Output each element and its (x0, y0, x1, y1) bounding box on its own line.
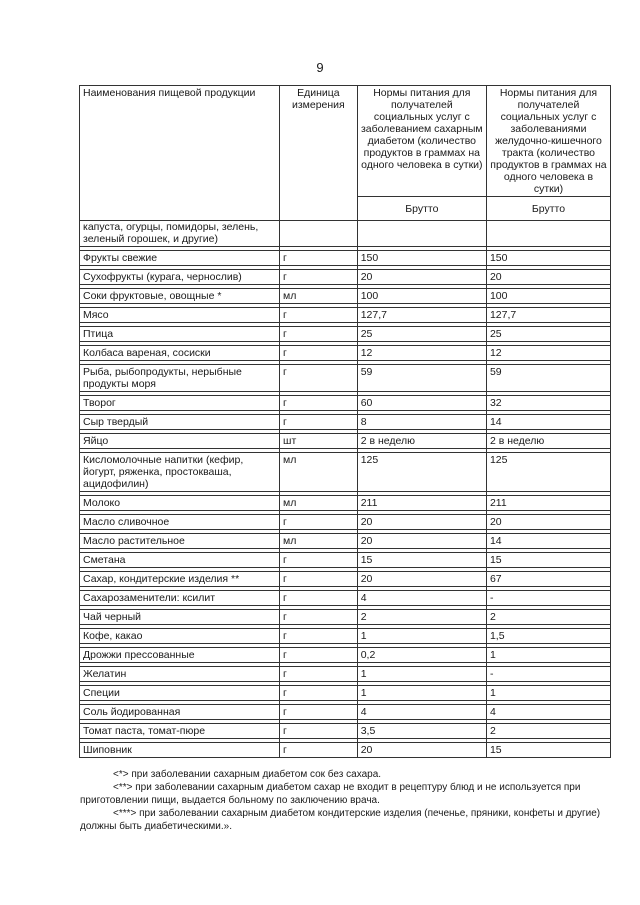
cell-product-name: Яйцо (80, 434, 280, 449)
cell-diabetes-value: 0,2 (357, 648, 486, 663)
cell-unit: г (280, 327, 358, 342)
header-unit: Единица измерения (280, 86, 358, 221)
cell-unit: г (280, 553, 358, 568)
cell-unit: г (280, 705, 358, 720)
cell-gastro-value: 1,5 (486, 629, 610, 644)
cell-diabetes-value: 60 (357, 396, 486, 411)
cell-diabetes-value: 8 (357, 415, 486, 430)
table-row (80, 724, 611, 739)
cell-product-name: Фрукты свежие (80, 251, 280, 266)
cell-unit: г (280, 346, 358, 361)
cell-gastro-value: - (486, 667, 610, 682)
cell-product-name: Масло растительное (80, 534, 280, 549)
table-row (80, 434, 611, 449)
cell-gastro-value: 67 (486, 572, 610, 587)
cell-diabetes-value: 4 (357, 705, 486, 720)
cell-gastro-value: 2 (486, 724, 610, 739)
cell-product-name: Соки фруктовые, овощные * (80, 289, 280, 304)
cell-product-name: Специи (80, 686, 280, 701)
cell-unit: г (280, 686, 358, 701)
cell-product-name: Чай черный (80, 610, 280, 625)
cell-product-name: Масло сливочное (80, 515, 280, 530)
cell-unit: г (280, 648, 358, 663)
cell-gastro-value: 15 (486, 553, 610, 568)
cell-diabetes-value: 20 (357, 270, 486, 285)
cell-unit: г (280, 610, 358, 625)
table-row (80, 346, 611, 361)
table-row (80, 534, 611, 549)
cell-gastro-value: 125 (486, 453, 610, 492)
table-row (80, 453, 611, 492)
cell-product-name: Сметана (80, 553, 280, 568)
cell-unit: г (280, 251, 358, 266)
cell-diabetes-value: 211 (357, 496, 486, 511)
cell-gastro-value (486, 221, 610, 247)
cell-diabetes-value (357, 221, 486, 247)
header-brutto-diabetes: Брутто (357, 197, 486, 221)
cell-product-name: Мясо (80, 308, 280, 323)
header-brutto-gastro: Брутто (486, 197, 610, 221)
table-row (80, 629, 611, 644)
cell-diabetes-value: 1 (357, 686, 486, 701)
nutrition-norms-table (79, 85, 611, 758)
table-header-row (80, 86, 611, 197)
cell-unit: г (280, 667, 358, 682)
cell-product-name: Сыр твердый (80, 415, 280, 430)
cell-product-name: Рыба, рыбопродукты, нерыбные продукты моря (80, 365, 280, 392)
cell-product-name: Сухофрукты (курага, чернослив) (80, 270, 280, 285)
cell-gastro-value: 2 в неделю (486, 434, 610, 449)
cell-gastro-value: 20 (486, 515, 610, 530)
page-number: 9 (316, 60, 324, 75)
cell-product-name: Кисломолочные напитки (кефир, йогурт, ряженка, простокваша, ацидофилин) (80, 453, 280, 492)
table-row (80, 365, 611, 392)
header-diabetes-norms: Нормы питания для получателей социальных услуг с заболеванием сахарным диабетом (количество продуктов в граммах на одного человека в сутки) (357, 86, 486, 197)
cell-product-name: Шиповник (80, 743, 280, 758)
cell-gastro-value: 150 (486, 251, 610, 266)
table-row (80, 648, 611, 663)
cell-diabetes-value: 125 (357, 453, 486, 492)
cell-product-name: Творог (80, 396, 280, 411)
table-row (80, 270, 611, 285)
cell-diabetes-value: 2 в неделю (357, 434, 486, 449)
cell-product-name: капуста, огурцы, помидоры, зелень, зеленый горошек, и другие) (80, 221, 280, 247)
cell-unit: мл (280, 534, 358, 549)
cell-unit: мл (280, 496, 358, 511)
cell-product-name: Сахарозаменители: ксилит (80, 591, 280, 606)
cell-unit: г (280, 415, 358, 430)
table-row (80, 610, 611, 625)
table-row (80, 308, 611, 323)
cell-gastro-value: 14 (486, 415, 610, 430)
table-row (80, 515, 611, 530)
footnote-2: <**> при заболевании сахарным диабетом сахар не входит в рецептуру блюд и не используется при приготовлении пищи, выдается больному по заключению врача. (80, 782, 581, 806)
table-row (80, 496, 611, 511)
cell-product-name: Молоко (80, 496, 280, 511)
table-row (80, 572, 611, 587)
cell-diabetes-value: 20 (357, 743, 486, 758)
cell-product-name: Дрожжи прессованные (80, 648, 280, 663)
cell-unit: г (280, 365, 358, 392)
cell-unit: г (280, 629, 358, 644)
cell-diabetes-value: 15 (357, 553, 486, 568)
cell-gastro-value: 12 (486, 346, 610, 361)
cell-unit: г (280, 572, 358, 587)
table-row (80, 251, 611, 266)
cell-gastro-value: 25 (486, 327, 610, 342)
footnote-3: <***> при заболевании сахарным диабетом кондитерские изделия (печенье, пряники, конфеты и другие) должны быть диабетическими.». (80, 808, 601, 832)
cell-gastro-value: 127,7 (486, 308, 610, 323)
cell-gastro-value: 211 (486, 496, 610, 511)
table-row (80, 591, 611, 606)
cell-diabetes-value: 3,5 (357, 724, 486, 739)
table-row (80, 396, 611, 411)
cell-unit: шт (280, 434, 358, 449)
table-row (80, 415, 611, 430)
table-row (80, 553, 611, 568)
cell-product-name: Соль йодированная (80, 705, 280, 720)
table-row (80, 327, 611, 342)
table-row (80, 289, 611, 304)
cell-diabetes-value: 1 (357, 629, 486, 644)
cell-product-name: Кофе, какао (80, 629, 280, 644)
cell-gastro-value: 1 (486, 686, 610, 701)
cell-product-name: Желатин (80, 667, 280, 682)
cell-diabetes-value: 2 (357, 610, 486, 625)
cell-gastro-value: 59 (486, 365, 610, 392)
table-row (80, 705, 611, 720)
cell-diabetes-value: 100 (357, 289, 486, 304)
cell-diabetes-value: 25 (357, 327, 486, 342)
cell-diabetes-value: 4 (357, 591, 486, 606)
cell-unit: г (280, 743, 358, 758)
cell-product-name: Сахар, кондитерские изделия ** (80, 572, 280, 587)
cell-diabetes-value: 59 (357, 365, 486, 392)
footnotes (80, 768, 610, 833)
table-row (80, 743, 611, 758)
cell-product-name: Томат паста, томат-пюре (80, 724, 280, 739)
cell-gastro-value: 1 (486, 648, 610, 663)
cell-diabetes-value: 20 (357, 572, 486, 587)
cell-gastro-value: 32 (486, 396, 610, 411)
cell-diabetes-value: 20 (357, 515, 486, 530)
cell-gastro-value: 4 (486, 705, 610, 720)
table-row (80, 667, 611, 682)
table-row (80, 686, 611, 701)
cell-gastro-value: 15 (486, 743, 610, 758)
header-gastro-norms: Нормы питания для получателей социальных услуг с заболеваниями желудочно-кишечного тракта (количество продуктов в граммах на одного человека в сутки) (486, 86, 610, 197)
cell-diabetes-value: 127,7 (357, 308, 486, 323)
cell-unit: г (280, 591, 358, 606)
header-product-name: Наименования пищевой продукции (80, 86, 280, 221)
footnote-1: <*> при заболевании сахарным диабетом сок без сахара. (113, 769, 382, 780)
cell-unit (280, 221, 358, 247)
cell-unit: г (280, 308, 358, 323)
cell-unit: г (280, 396, 358, 411)
cell-diabetes-value: 20 (357, 534, 486, 549)
cell-diabetes-value: 150 (357, 251, 486, 266)
cell-product-name: Колбаса вареная, сосиски (80, 346, 280, 361)
cell-gastro-value: 20 (486, 270, 610, 285)
cell-product-name: Птица (80, 327, 280, 342)
table-row (80, 221, 611, 247)
cell-unit: мл (280, 453, 358, 492)
cell-diabetes-value: 1 (357, 667, 486, 682)
cell-unit: мл (280, 289, 358, 304)
cell-unit: г (280, 724, 358, 739)
cell-gastro-value: 100 (486, 289, 610, 304)
cell-gastro-value: - (486, 591, 610, 606)
cell-unit: г (280, 270, 358, 285)
cell-gastro-value: 2 (486, 610, 610, 625)
cell-gastro-value: 14 (486, 534, 610, 549)
cell-diabetes-value: 12 (357, 346, 486, 361)
cell-unit: г (280, 515, 358, 530)
